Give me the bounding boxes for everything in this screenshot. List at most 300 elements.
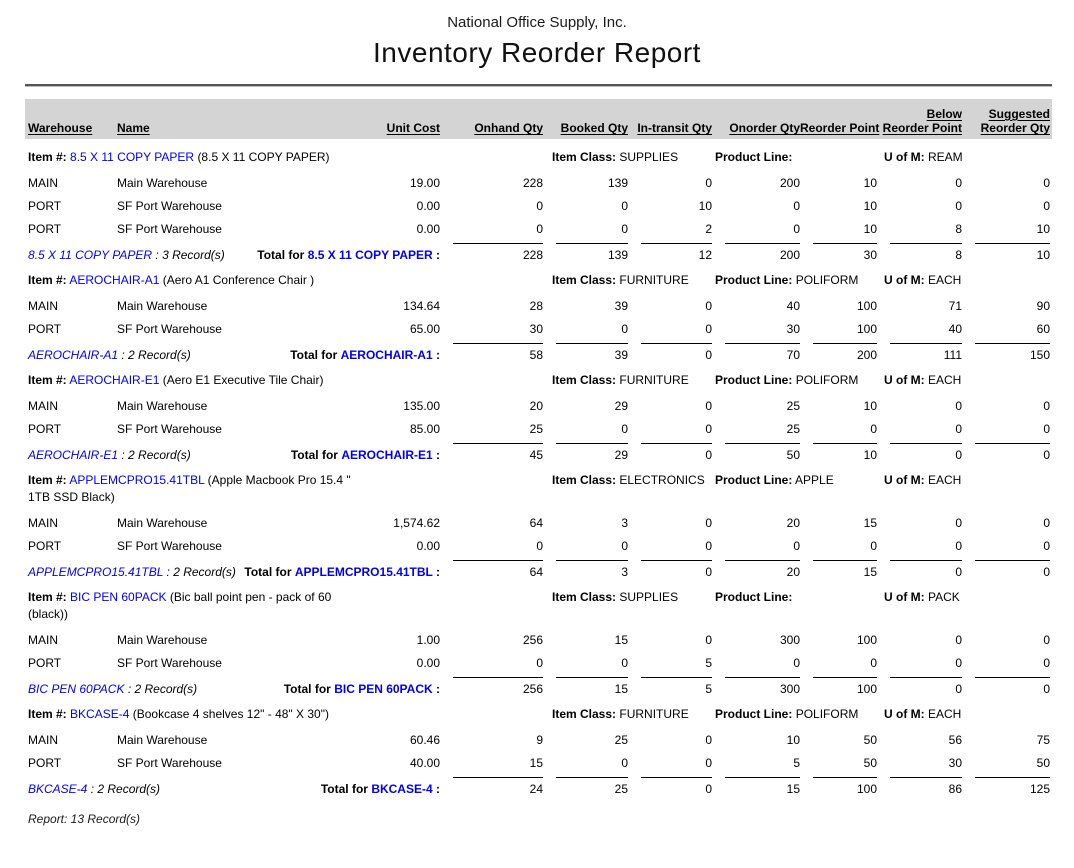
item-class bbox=[552, 589, 715, 623]
record-count-text: : 2 Record(s) bbox=[118, 348, 191, 362]
col-header-name: Name bbox=[117, 121, 150, 135]
warehouse-rows bbox=[25, 172, 1052, 241]
onorder-qty-cell: 10 bbox=[786, 733, 800, 747]
total-for-label: Total for BIC PEN 60PACK : bbox=[283, 682, 440, 696]
item-class-label: Item Class: bbox=[552, 473, 617, 487]
item-description: (8.5 X 11 COPY PAPER) bbox=[197, 150, 330, 164]
warehouse-cell: MAIN bbox=[28, 399, 58, 413]
unit-cost-cell: 0.00 bbox=[416, 222, 440, 236]
col-header-reorder-point: Reorder Point bbox=[800, 121, 880, 135]
unit-of-measure bbox=[884, 589, 1052, 623]
group-total-row bbox=[25, 243, 1052, 262]
below-reorder-point-cell: 0 bbox=[955, 656, 962, 670]
onorder-qty-cell: 0 bbox=[793, 222, 800, 236]
group-total-labels bbox=[25, 560, 440, 579]
onorder-qty-cell: 5 bbox=[793, 756, 800, 770]
total-onorder-qty: 20 bbox=[725, 560, 800, 579]
booked-qty-cell: 15 bbox=[614, 633, 628, 647]
item-code-link[interactable]: BIC PEN 60PACK bbox=[334, 682, 433, 696]
company-name: National Office Supply, Inc. bbox=[447, 14, 627, 31]
onorder-qty-cell: 300 bbox=[779, 633, 800, 647]
title-divider bbox=[25, 84, 1052, 87]
unit-cost-cell: 85.00 bbox=[409, 422, 440, 436]
suggested-reorder-qty-cell: 0 bbox=[1043, 516, 1050, 530]
uom-value: EACH bbox=[928, 273, 962, 287]
item-description: (Aero E1 Executive Tile Chair) bbox=[162, 373, 324, 387]
item-description: (Bic ball point pen - pack of 60 bbox=[169, 590, 332, 604]
col-header-in-transit-qty: In-transit Qty bbox=[637, 121, 712, 135]
onhand-qty-cell: 64 bbox=[529, 516, 543, 530]
item-code-link[interactable]: BKCASE-4 bbox=[28, 782, 88, 796]
total-in-transit-qty: 5 bbox=[641, 677, 712, 696]
below-reorder-point-cell: 8 bbox=[955, 222, 962, 236]
total-booked-qty: 25 bbox=[556, 777, 628, 796]
unit-cost-cell: 1.00 bbox=[416, 633, 440, 647]
total-for-label: Total for APPLEMCPRO15.41TBL : bbox=[244, 565, 440, 579]
total-for-label: Total for AEROCHAIR-A1 : bbox=[290, 348, 440, 362]
total-suggested-reorder-qty: 10 bbox=[975, 243, 1050, 262]
product-line bbox=[715, 589, 884, 623]
item-group bbox=[25, 589, 1052, 696]
suggested-reorder-qty-cell: 0 bbox=[1043, 176, 1050, 190]
booked-qty-cell: 25 bbox=[614, 733, 628, 747]
total-below-reorder-point: 86 bbox=[890, 777, 962, 796]
item-number-label: Item #: bbox=[28, 273, 67, 287]
total-onhand-qty: 64 bbox=[453, 560, 543, 579]
col-header-onorder-qty: Onorder Qty bbox=[729, 121, 800, 135]
onhand-qty-cell: 20 bbox=[529, 399, 543, 413]
suggested-reorder-qty-cell: 0 bbox=[1043, 422, 1050, 436]
warehouse-name-cell: SF Port Warehouse bbox=[117, 539, 222, 553]
in-transit-qty-cell: 0 bbox=[705, 733, 712, 747]
onhand-qty-cell: 0 bbox=[536, 222, 543, 236]
item-group bbox=[25, 149, 1052, 262]
warehouse-cell: MAIN bbox=[28, 299, 58, 313]
reorder-point-cell: 50 bbox=[863, 733, 877, 747]
total-onorder-qty: 15 bbox=[725, 777, 800, 796]
total-below-reorder-point: 8 bbox=[890, 243, 962, 262]
item-class-value: FURNITURE bbox=[619, 373, 689, 387]
booked-qty-cell: 3 bbox=[621, 516, 628, 530]
reorder-point-cell: 100 bbox=[856, 299, 877, 313]
total-onorder-qty: 70 bbox=[725, 343, 800, 362]
item-group-header bbox=[25, 589, 1052, 623]
item-groups bbox=[25, 149, 1052, 796]
item-group-header bbox=[25, 149, 1052, 166]
total-below-reorder-point: 0 bbox=[890, 677, 962, 696]
onhand-qty-cell: 25 bbox=[529, 422, 543, 436]
warehouse-rows bbox=[25, 295, 1052, 341]
booked-qty-cell: 0 bbox=[621, 422, 628, 436]
table-row bbox=[25, 295, 1052, 318]
reorder-point-cell: 50 bbox=[863, 756, 877, 770]
col-header-onhand-qty: Onhand Qty bbox=[474, 121, 543, 135]
warehouse-rows bbox=[25, 395, 1052, 441]
uom-label: U of M: bbox=[884, 373, 925, 387]
item-class bbox=[552, 472, 715, 506]
total-suggested-reorder-qty: 0 bbox=[975, 443, 1050, 462]
onhand-qty-cell: 28 bbox=[529, 299, 543, 313]
item-code-link[interactable]: AEROCHAIR-A1 bbox=[69, 273, 160, 287]
item-code-link[interactable]: BKCASE-4 bbox=[70, 707, 130, 721]
onorder-qty-cell: 25 bbox=[786, 399, 800, 413]
report-record-count: Report: 13 Record(s) bbox=[28, 812, 141, 826]
item-group-header bbox=[25, 706, 1052, 723]
item-code-link[interactable]: APPLEMCPRO15.41TBL bbox=[294, 565, 433, 579]
product-line bbox=[715, 706, 884, 723]
item-class-label: Item Class: bbox=[552, 373, 617, 387]
group-total-row bbox=[25, 443, 1052, 462]
item-code-link[interactable]: 8.5 X 11 COPY PAPER bbox=[70, 150, 195, 164]
booked-qty-cell: 0 bbox=[621, 756, 628, 770]
onorder-qty-cell: 200 bbox=[779, 176, 800, 190]
table-row bbox=[25, 395, 1052, 418]
booked-qty-cell: 0 bbox=[621, 222, 628, 236]
warehouse-name-cell: SF Port Warehouse bbox=[117, 756, 222, 770]
total-suggested-reorder-qty: 150 bbox=[975, 343, 1050, 362]
warehouse-cell: PORT bbox=[28, 539, 62, 553]
col-header-suggested-reorder-qty: Suggested Reorder Qty bbox=[980, 107, 1050, 135]
uom-value: PACK bbox=[928, 590, 960, 604]
record-count-text: : 2 Record(s) bbox=[87, 782, 161, 796]
onorder-qty-cell: 30 bbox=[786, 322, 800, 336]
report-body bbox=[25, 84, 1052, 826]
item-description: (Bookcase 4 shelves 12" - 48" X 30") bbox=[132, 707, 329, 721]
item-class bbox=[552, 149, 715, 166]
total-below-reorder-point: 111 bbox=[890, 343, 962, 362]
table-row bbox=[25, 729, 1052, 752]
item-number-label: Item #: bbox=[28, 373, 67, 387]
item-number bbox=[25, 272, 552, 289]
total-onhand-qty: 58 bbox=[453, 343, 543, 362]
item-code-link[interactable]: AEROCHAIR-E1 bbox=[69, 373, 160, 387]
item-class-label: Item Class: bbox=[552, 590, 617, 604]
product-line-label: Product Line: bbox=[715, 590, 793, 604]
total-booked-qty: 29 bbox=[556, 443, 628, 462]
total-onhand-qty: 45 bbox=[453, 443, 543, 462]
total-suggested-reorder-qty: 0 bbox=[975, 677, 1050, 696]
product-line-label: Product Line: bbox=[715, 373, 793, 387]
booked-qty-cell: 0 bbox=[621, 656, 628, 670]
below-reorder-point-cell: 30 bbox=[948, 756, 962, 770]
onhand-qty-cell: 9 bbox=[536, 733, 543, 747]
item-description: (Apple Macbook Pro 15.4 " bbox=[207, 473, 351, 487]
in-transit-qty-cell: 0 bbox=[705, 176, 712, 190]
uom-value: EACH bbox=[928, 373, 962, 387]
item-code-link[interactable]: BIC PEN 60PACK bbox=[28, 682, 125, 696]
table-row bbox=[25, 652, 1052, 675]
warehouse-cell: MAIN bbox=[28, 176, 58, 190]
onhand-qty-cell: 0 bbox=[536, 199, 543, 213]
unit-cost-cell: 135.00 bbox=[403, 399, 440, 413]
reorder-point-cell: 0 bbox=[870, 539, 877, 553]
booked-qty-cell: 0 bbox=[621, 199, 628, 213]
item-code-link[interactable]: AEROCHAIR-A1 bbox=[28, 348, 119, 362]
item-code-link[interactable]: AEROCHAIR-E1 bbox=[341, 448, 433, 462]
table-header-row bbox=[25, 99, 1052, 139]
item-number-label: Item #: bbox=[28, 150, 67, 164]
item-class-value: SUPPLIES bbox=[619, 150, 679, 164]
product-line-label: Product Line: bbox=[715, 150, 793, 164]
table-row bbox=[25, 752, 1052, 775]
reorder-point-cell: 100 bbox=[856, 322, 877, 336]
below-reorder-point-cell: 71 bbox=[948, 299, 962, 313]
below-reorder-point-cell: 0 bbox=[955, 399, 962, 413]
item-class-value: FURNITURE bbox=[619, 707, 689, 721]
in-transit-qty-cell: 10 bbox=[698, 199, 712, 213]
unit-of-measure bbox=[884, 272, 1052, 289]
total-onhand-qty: 24 bbox=[453, 777, 543, 796]
warehouse-name-cell: Main Warehouse bbox=[117, 516, 208, 530]
total-reorder-point: 30 bbox=[813, 243, 877, 262]
reorder-point-cell: 100 bbox=[856, 633, 877, 647]
table-row bbox=[25, 535, 1052, 558]
total-reorder-point: 200 bbox=[813, 343, 877, 362]
item-code-link[interactable]: APPLEMCPRO15.41TBL bbox=[69, 473, 205, 487]
item-class-label: Item Class: bbox=[552, 707, 617, 721]
item-group bbox=[25, 272, 1052, 362]
item-group-header bbox=[25, 272, 1052, 289]
col-header-warehouse: Warehouse bbox=[28, 121, 93, 135]
suggested-reorder-qty-cell: 50 bbox=[1036, 756, 1050, 770]
item-group bbox=[25, 372, 1052, 462]
item-group bbox=[25, 472, 1052, 579]
page-title: Inventory Reorder Report bbox=[373, 37, 701, 68]
onhand-qty-cell: 228 bbox=[522, 176, 543, 190]
reorder-point-cell: 10 bbox=[863, 199, 877, 213]
in-transit-qty-cell: 0 bbox=[705, 399, 712, 413]
item-code-link[interactable]: AEROCHAIR-E1 bbox=[28, 448, 119, 462]
uom-label: U of M: bbox=[884, 150, 925, 164]
item-class-value: FURNITURE bbox=[619, 273, 689, 287]
warehouse-name-cell: SF Port Warehouse bbox=[117, 422, 222, 436]
unit-cost-cell: 134.64 bbox=[403, 299, 440, 313]
booked-qty-cell: 0 bbox=[621, 322, 628, 336]
in-transit-qty-cell: 0 bbox=[705, 322, 712, 336]
table-row bbox=[25, 172, 1052, 195]
table-row bbox=[25, 218, 1052, 241]
total-for-label: Total for AEROCHAIR-E1 : bbox=[290, 448, 440, 462]
product-line-label: Product Line: bbox=[715, 273, 793, 287]
total-suggested-reorder-qty: 0 bbox=[975, 560, 1050, 579]
item-class bbox=[552, 272, 715, 289]
group-total-row bbox=[25, 343, 1052, 362]
product-line-value: POLIFORM bbox=[795, 373, 859, 387]
group-record-count bbox=[28, 565, 236, 579]
record-count-text: : 3 Record(s) bbox=[152, 248, 225, 262]
item-group-header bbox=[25, 372, 1052, 389]
unit-of-measure bbox=[884, 472, 1052, 506]
in-transit-qty-cell: 2 bbox=[705, 222, 712, 236]
onorder-qty-cell: 0 bbox=[793, 539, 800, 553]
total-suggested-reorder-qty: 125 bbox=[975, 777, 1050, 796]
onorder-qty-cell: 40 bbox=[786, 299, 800, 313]
table-row bbox=[25, 318, 1052, 341]
booked-qty-cell: 39 bbox=[614, 299, 628, 313]
group-total-labels bbox=[25, 777, 440, 796]
unit-cost-cell: 60.46 bbox=[409, 733, 440, 747]
group-total-labels bbox=[25, 677, 440, 696]
warehouse-name-cell: SF Port Warehouse bbox=[117, 222, 222, 236]
unit-of-measure bbox=[884, 149, 1052, 166]
in-transit-qty-cell: 0 bbox=[705, 422, 712, 436]
below-reorder-point-cell: 40 bbox=[948, 322, 962, 336]
in-transit-qty-cell: 0 bbox=[705, 633, 712, 647]
uom-label: U of M: bbox=[884, 707, 925, 721]
uom-label: U of M: bbox=[884, 590, 925, 604]
total-reorder-point: 10 bbox=[813, 443, 877, 462]
item-class-value: ELECTRONICS bbox=[619, 473, 705, 487]
warehouse-name-cell: Main Warehouse bbox=[117, 733, 208, 747]
warehouse-rows bbox=[25, 512, 1052, 558]
uom-label: U of M: bbox=[884, 473, 925, 487]
suggested-reorder-qty-cell: 0 bbox=[1043, 656, 1050, 670]
unit-of-measure bbox=[884, 706, 1052, 723]
item-number bbox=[25, 589, 552, 623]
unit-cost-cell: 0.00 bbox=[416, 656, 440, 670]
total-in-transit-qty: 0 bbox=[641, 560, 712, 579]
unit-cost-cell: 40.00 bbox=[409, 756, 440, 770]
total-in-transit-qty: 0 bbox=[641, 343, 712, 362]
total-onorder-qty: 200 bbox=[725, 243, 800, 262]
total-below-reorder-point: 0 bbox=[890, 560, 962, 579]
warehouse-name-cell: Main Warehouse bbox=[117, 633, 208, 647]
in-transit-qty-cell: 5 bbox=[705, 656, 712, 670]
onhand-qty-cell: 0 bbox=[536, 656, 543, 670]
below-reorder-point-cell: 0 bbox=[955, 422, 962, 436]
product-line bbox=[715, 472, 884, 506]
reorder-point-cell: 10 bbox=[863, 222, 877, 236]
unit-cost-cell: 65.00 bbox=[409, 322, 440, 336]
item-number bbox=[25, 706, 552, 723]
reorder-point-cell: 15 bbox=[863, 516, 877, 530]
suggested-reorder-qty-cell: 10 bbox=[1036, 222, 1050, 236]
total-below-reorder-point: 0 bbox=[890, 443, 962, 462]
warehouse-cell: PORT bbox=[28, 422, 62, 436]
below-reorder-point-cell: 0 bbox=[955, 176, 962, 190]
booked-qty-cell: 0 bbox=[621, 539, 628, 553]
group-record-count bbox=[28, 682, 197, 696]
group-total-row bbox=[25, 560, 1052, 579]
onorder-qty-cell: 25 bbox=[786, 422, 800, 436]
total-booked-qty: 139 bbox=[556, 243, 628, 262]
item-code-link[interactable]: BKCASE-4 bbox=[371, 782, 433, 796]
item-group bbox=[25, 706, 1052, 796]
in-transit-qty-cell: 0 bbox=[705, 539, 712, 553]
in-transit-qty-cell: 0 bbox=[705, 299, 712, 313]
unit-cost-cell: 0.00 bbox=[416, 539, 440, 553]
item-class-label: Item Class: bbox=[552, 150, 617, 164]
warehouse-name-cell: SF Port Warehouse bbox=[117, 656, 222, 670]
warehouse-name-cell: SF Port Warehouse bbox=[117, 322, 222, 336]
warehouse-cell: PORT bbox=[28, 222, 62, 236]
below-reorder-point-cell: 0 bbox=[955, 199, 962, 213]
total-in-transit-qty: 12 bbox=[641, 243, 712, 262]
total-reorder-point: 100 bbox=[813, 677, 877, 696]
item-number bbox=[25, 149, 552, 166]
product-line-label: Product Line: bbox=[715, 473, 793, 487]
warehouse-name-cell: Main Warehouse bbox=[117, 299, 208, 313]
onhand-qty-cell: 15 bbox=[529, 756, 543, 770]
record-count-text: : 2 Record(s) bbox=[163, 565, 236, 579]
in-transit-qty-cell: 0 bbox=[705, 516, 712, 530]
uom-value: EACH bbox=[928, 473, 962, 487]
booked-qty-cell: 139 bbox=[607, 176, 628, 190]
warehouse-cell: MAIN bbox=[28, 633, 58, 647]
item-description: (Aero A1 Conference Chair ) bbox=[162, 273, 315, 287]
unit-of-measure bbox=[884, 372, 1052, 389]
product-line-value: APPLE bbox=[795, 473, 834, 487]
total-for-label: Total for 8.5 X 11 COPY PAPER : bbox=[257, 248, 440, 262]
onhand-qty-cell: 30 bbox=[529, 322, 543, 336]
below-reorder-point-cell: 0 bbox=[955, 516, 962, 530]
total-onhand-qty: 228 bbox=[453, 243, 543, 262]
warehouse-cell: MAIN bbox=[28, 733, 58, 747]
total-reorder-point: 100 bbox=[813, 777, 877, 796]
item-number-label: Item #: bbox=[28, 473, 67, 487]
total-onhand-qty: 256 bbox=[453, 677, 543, 696]
reorder-point-cell: 0 bbox=[870, 422, 877, 436]
reorder-point-cell: 10 bbox=[863, 176, 877, 190]
item-code-link[interactable]: BIC PEN 60PACK bbox=[70, 590, 167, 604]
item-code-link[interactable]: AEROCHAIR-A1 bbox=[340, 348, 433, 362]
unit-cost-cell: 0.00 bbox=[416, 199, 440, 213]
booked-qty-cell: 29 bbox=[614, 399, 628, 413]
onhand-qty-cell: 0 bbox=[536, 539, 543, 553]
total-onorder-qty: 300 bbox=[725, 677, 800, 696]
item-number bbox=[25, 472, 552, 506]
warehouse-cell: PORT bbox=[28, 656, 62, 670]
onorder-qty-cell: 20 bbox=[786, 516, 800, 530]
total-for-label: Total for BKCASE-4 : bbox=[320, 782, 440, 796]
warehouse-name-cell: Main Warehouse bbox=[117, 176, 208, 190]
table-row bbox=[25, 629, 1052, 652]
group-total-labels bbox=[25, 243, 440, 262]
product-line-value: POLIFORM bbox=[795, 273, 859, 287]
warehouse-rows bbox=[25, 629, 1052, 675]
item-class-value: SUPPLIES bbox=[619, 590, 679, 604]
suggested-reorder-qty-cell: 0 bbox=[1043, 633, 1050, 647]
table-row bbox=[25, 195, 1052, 218]
record-count-text: : 2 Record(s) bbox=[118, 448, 191, 462]
table-row bbox=[25, 418, 1052, 441]
suggested-reorder-qty-cell: 0 bbox=[1043, 199, 1050, 213]
item-number-label: Item #: bbox=[28, 590, 67, 604]
warehouse-cell: PORT bbox=[28, 756, 62, 770]
product-line-value: POLIFORM bbox=[795, 707, 859, 721]
below-reorder-point-cell: 56 bbox=[948, 733, 962, 747]
group-total-labels bbox=[25, 443, 440, 462]
table-row bbox=[25, 512, 1052, 535]
warehouse-rows bbox=[25, 729, 1052, 775]
warehouse-cell: PORT bbox=[28, 322, 62, 336]
item-group-header bbox=[25, 472, 1052, 506]
suggested-reorder-qty-cell: 75 bbox=[1036, 733, 1050, 747]
group-record-count bbox=[28, 248, 225, 262]
suggested-reorder-qty-cell: 60 bbox=[1036, 322, 1050, 336]
item-code-link[interactable]: 8.5 X 11 COPY PAPER bbox=[307, 248, 433, 262]
col-header-below-reorder-point: Below Reorder Point bbox=[882, 107, 962, 135]
item-code-link[interactable]: 8.5 X 11 COPY PAPER bbox=[28, 248, 153, 262]
item-number-label: Item #: bbox=[28, 707, 67, 721]
item-code-link[interactable]: APPLEMCPRO15.41TBL bbox=[28, 565, 164, 579]
warehouse-name-cell: Main Warehouse bbox=[117, 399, 208, 413]
suggested-reorder-qty-cell: 0 bbox=[1043, 539, 1050, 553]
group-record-count bbox=[28, 448, 191, 462]
item-class bbox=[552, 372, 715, 389]
in-transit-qty-cell: 0 bbox=[705, 756, 712, 770]
warehouse-cell: PORT bbox=[28, 199, 62, 213]
